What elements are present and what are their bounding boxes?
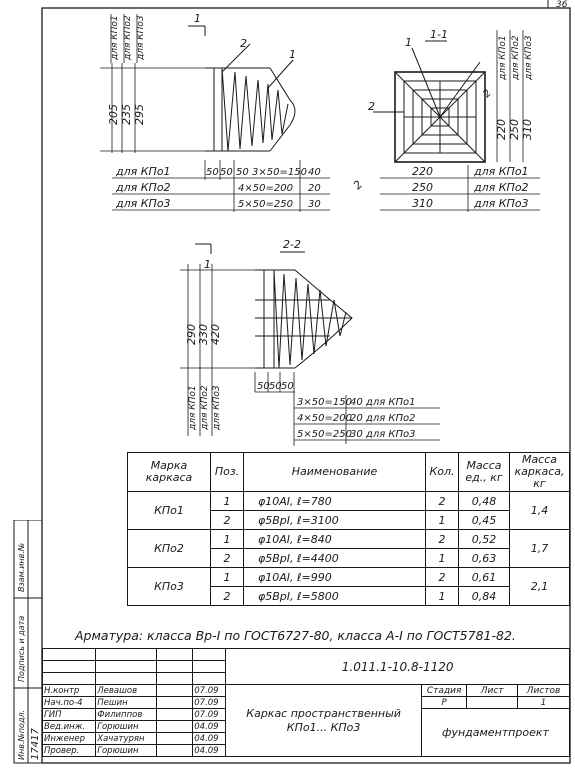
section-cut-mark-2: 2 xyxy=(350,177,366,193)
col-header-mass-unit: Масса ед., кг xyxy=(459,453,510,492)
unit-mass-cell: 0,63 xyxy=(459,549,510,568)
frame-mark: КПо1 xyxy=(128,492,211,530)
table-row xyxy=(128,530,570,549)
unit-mass-cell: 0,45 xyxy=(459,511,510,530)
name-cell: φ5ВрI, ℓ=5800 xyxy=(244,587,426,606)
view-title-1-1: 1-1 xyxy=(430,28,448,41)
date-cell: 07.09 xyxy=(193,697,226,709)
role-lead-engineer: Вед.инж. xyxy=(43,721,96,733)
bot-end-kpo2: 20 для КПо2 xyxy=(350,413,416,424)
frame-mass: 1,4 xyxy=(510,492,570,530)
sec-size-label-kpo3: для КПо3 xyxy=(474,197,529,210)
dim-290: 290 xyxy=(185,324,198,345)
signature xyxy=(157,721,193,733)
sec-dim-250: 250 xyxy=(508,119,521,140)
side-label-signature-date: Подпись и дата xyxy=(17,615,26,682)
frame-elevation-bottom xyxy=(255,270,352,368)
bot-spacing-kpo1: 3×50=150 xyxy=(297,397,352,408)
bot-step-50-a: 50 xyxy=(257,381,270,392)
leader-2: 2 xyxy=(240,37,247,50)
table-row xyxy=(128,492,570,511)
signature xyxy=(157,745,193,757)
name-cell: φ5ВрI, ℓ=3100 xyxy=(244,511,426,530)
sec-label-kpo3-v: для КПо3 xyxy=(524,35,534,80)
signature xyxy=(157,733,193,745)
dim-label-kpo1-v: для КПо1 xyxy=(110,15,120,60)
step-50-b: 50 xyxy=(220,167,233,178)
dim-235: 235 xyxy=(120,104,133,125)
qty-cell: 1 xyxy=(426,549,459,568)
bot-end-kpo3: 30 для КПо3 xyxy=(350,429,416,440)
name-cell: φ10АI, ℓ=990 xyxy=(244,568,426,587)
drawing-title: Каркас пространственный КПо1... КПо3 xyxy=(226,685,422,757)
role-dept-head: Нач.по-4 xyxy=(43,697,96,709)
side-label-replaced-inv: Взам.инв.№ xyxy=(17,542,26,592)
name-cell: φ10АI, ℓ=780 xyxy=(244,492,426,511)
section-1-1-plan xyxy=(373,48,485,162)
name-cell: φ10АI, ℓ=840 xyxy=(244,530,426,549)
col-header-qty: Кол. xyxy=(426,453,459,492)
name-engineer: Хачатурян xyxy=(96,733,157,745)
sec-label-kpo1-v: для КПо1 xyxy=(498,35,508,80)
side-inv-number: 17417 xyxy=(30,728,41,760)
bot-spacing-kpo3: 5×50=250 xyxy=(297,429,352,440)
section-leader-2: 2 xyxy=(368,100,375,113)
sec-label-kpo2-v: для КПо2 xyxy=(511,35,521,80)
bot-end-kpo1: 40 для КПо1 xyxy=(350,397,416,408)
spacing-kpo3: 5×50=250 xyxy=(238,199,293,210)
sec-size-250: 250 xyxy=(412,181,433,194)
frame-mass: 1,7 xyxy=(510,530,570,568)
row-label-kpo3: для КПо3 xyxy=(116,197,171,210)
sec-size-label-kpo1: для КПо1 xyxy=(474,165,529,178)
pos-cell: 1 xyxy=(211,492,244,511)
unit-mass-cell: 0,52 xyxy=(459,530,510,549)
spec-header-row xyxy=(128,453,570,492)
sec-size-310: 310 xyxy=(412,197,433,210)
qty-cell: 2 xyxy=(426,530,459,549)
dim-205: 205 xyxy=(107,104,120,125)
cut-mark-1: 1 xyxy=(194,12,201,25)
dim-295: 295 xyxy=(133,104,146,125)
sheet-header: Лист xyxy=(467,685,518,697)
date-cell: 04.09 xyxy=(193,721,226,733)
col-header-mark: Марка каркаса xyxy=(128,453,211,492)
bot-spacing-kpo2: 4×50=200 xyxy=(297,413,352,424)
date-cell: 04.09 xyxy=(193,733,226,745)
date-cell: 07.09 xyxy=(193,685,226,697)
signature xyxy=(157,697,193,709)
sheet-value xyxy=(467,697,518,709)
bot-label-kpo1-v: для КПо1 xyxy=(188,385,198,430)
frame-mark: КПо2 xyxy=(128,530,211,568)
name-checker: Горюшин xyxy=(96,745,157,757)
document-code: 1.011.1-10.8-1120 xyxy=(226,649,570,685)
dim-330: 330 xyxy=(197,324,210,345)
pos-cell: 1 xyxy=(211,530,244,549)
end-40: 40 xyxy=(308,167,321,178)
col-header-pos: Поз. xyxy=(211,453,244,492)
name-dept-head: Пешин xyxy=(96,697,157,709)
step-50-a: 50 xyxy=(206,167,219,178)
bot-label-kpo3-v: для КПо3 xyxy=(212,385,222,430)
stage-header: Стадия xyxy=(421,685,466,697)
role-chief-engineer: ГИП xyxy=(43,709,96,721)
side-label-inv-original: Инв.№подл. xyxy=(17,709,26,760)
view-cut-mark-1: 1 xyxy=(204,258,211,271)
signature xyxy=(157,685,193,697)
date-cell: 07.09 xyxy=(193,709,226,721)
name-chief-engineer: Филиппов xyxy=(96,709,157,721)
name-cell: φ5ВрI, ℓ=4400 xyxy=(244,549,426,568)
pos-cell: 2 xyxy=(211,511,244,530)
role-engineer: Инженер xyxy=(43,733,96,745)
col-header-mass-frame: Масса каркаса, кг xyxy=(510,453,570,492)
qty-cell: 1 xyxy=(426,587,459,606)
role-norm-control: Н.контр xyxy=(43,685,96,697)
sec-size-label-kpo2: для КПо2 xyxy=(474,181,529,194)
row-label-kpo2: для КПо2 xyxy=(116,181,171,194)
bot-step-50-b: 50 xyxy=(269,381,282,392)
pos-cell: 1 xyxy=(211,568,244,587)
specification-table xyxy=(127,452,570,606)
qty-cell: 2 xyxy=(426,568,459,587)
dim-label-kpo2-v: для КПо2 xyxy=(123,15,133,60)
sec-dim-310: 310 xyxy=(521,119,534,140)
pos-cell: 2 xyxy=(211,549,244,568)
unit-mass-cell: 0,61 xyxy=(459,568,510,587)
side-stamp xyxy=(0,520,42,765)
view-title-2-2: 2-2 xyxy=(283,238,301,251)
name-lead-engineer: Горюшин xyxy=(96,721,157,733)
spacing-kpo1: 3×50=150 xyxy=(252,167,307,178)
unit-mass-cell: 0,84 xyxy=(459,587,510,606)
frame-mass: 2,1 xyxy=(510,568,570,606)
leader-1: 1 xyxy=(289,48,296,61)
sheets-value: 1 xyxy=(517,697,569,709)
sheet-corner-number: 36 xyxy=(556,0,568,10)
name-norm-control: Левашов xyxy=(96,685,157,697)
step-50-c: 50 xyxy=(236,167,249,178)
end-30: 30 xyxy=(308,199,321,210)
qty-cell: 2 xyxy=(426,492,459,511)
unit-mass-cell: 0,48 xyxy=(459,492,510,511)
organization: фундаментпроект xyxy=(421,709,569,757)
frame-mark: КПо3 xyxy=(128,568,211,606)
qty-cell: 1 xyxy=(426,511,459,530)
row-label-kpo1: для КПо1 xyxy=(116,165,171,178)
role-checker: Провер. xyxy=(43,745,96,757)
col-header-name: Наименование xyxy=(244,453,426,492)
title-block xyxy=(42,648,570,757)
sec-dim-220: 220 xyxy=(495,119,508,140)
spacing-kpo2: 4×50=200 xyxy=(238,183,293,194)
dim-label-kpo3-v: для КПо3 xyxy=(136,15,146,60)
dim-420: 420 xyxy=(209,324,222,345)
stage-value: Р xyxy=(421,697,466,709)
pos-cell: 2 xyxy=(211,587,244,606)
sheets-header: Листов xyxy=(517,685,569,697)
end-20: 20 xyxy=(308,183,321,194)
bot-step-50-c: 50 xyxy=(281,381,294,392)
reinforcement-note: Арматура: класса Вр-I по ГОСТ6727-80, класса А-I по ГОСТ5781-82. xyxy=(75,628,516,643)
signature xyxy=(157,709,193,721)
date-cell: 04.09 xyxy=(193,745,226,757)
bot-label-kpo2-v: для КПо2 xyxy=(200,385,210,430)
sec-size-220: 220 xyxy=(412,165,433,178)
section-cut-2-mark: 2 xyxy=(481,87,494,101)
table-row xyxy=(128,568,570,587)
section-leader-1: 1 xyxy=(405,36,412,49)
